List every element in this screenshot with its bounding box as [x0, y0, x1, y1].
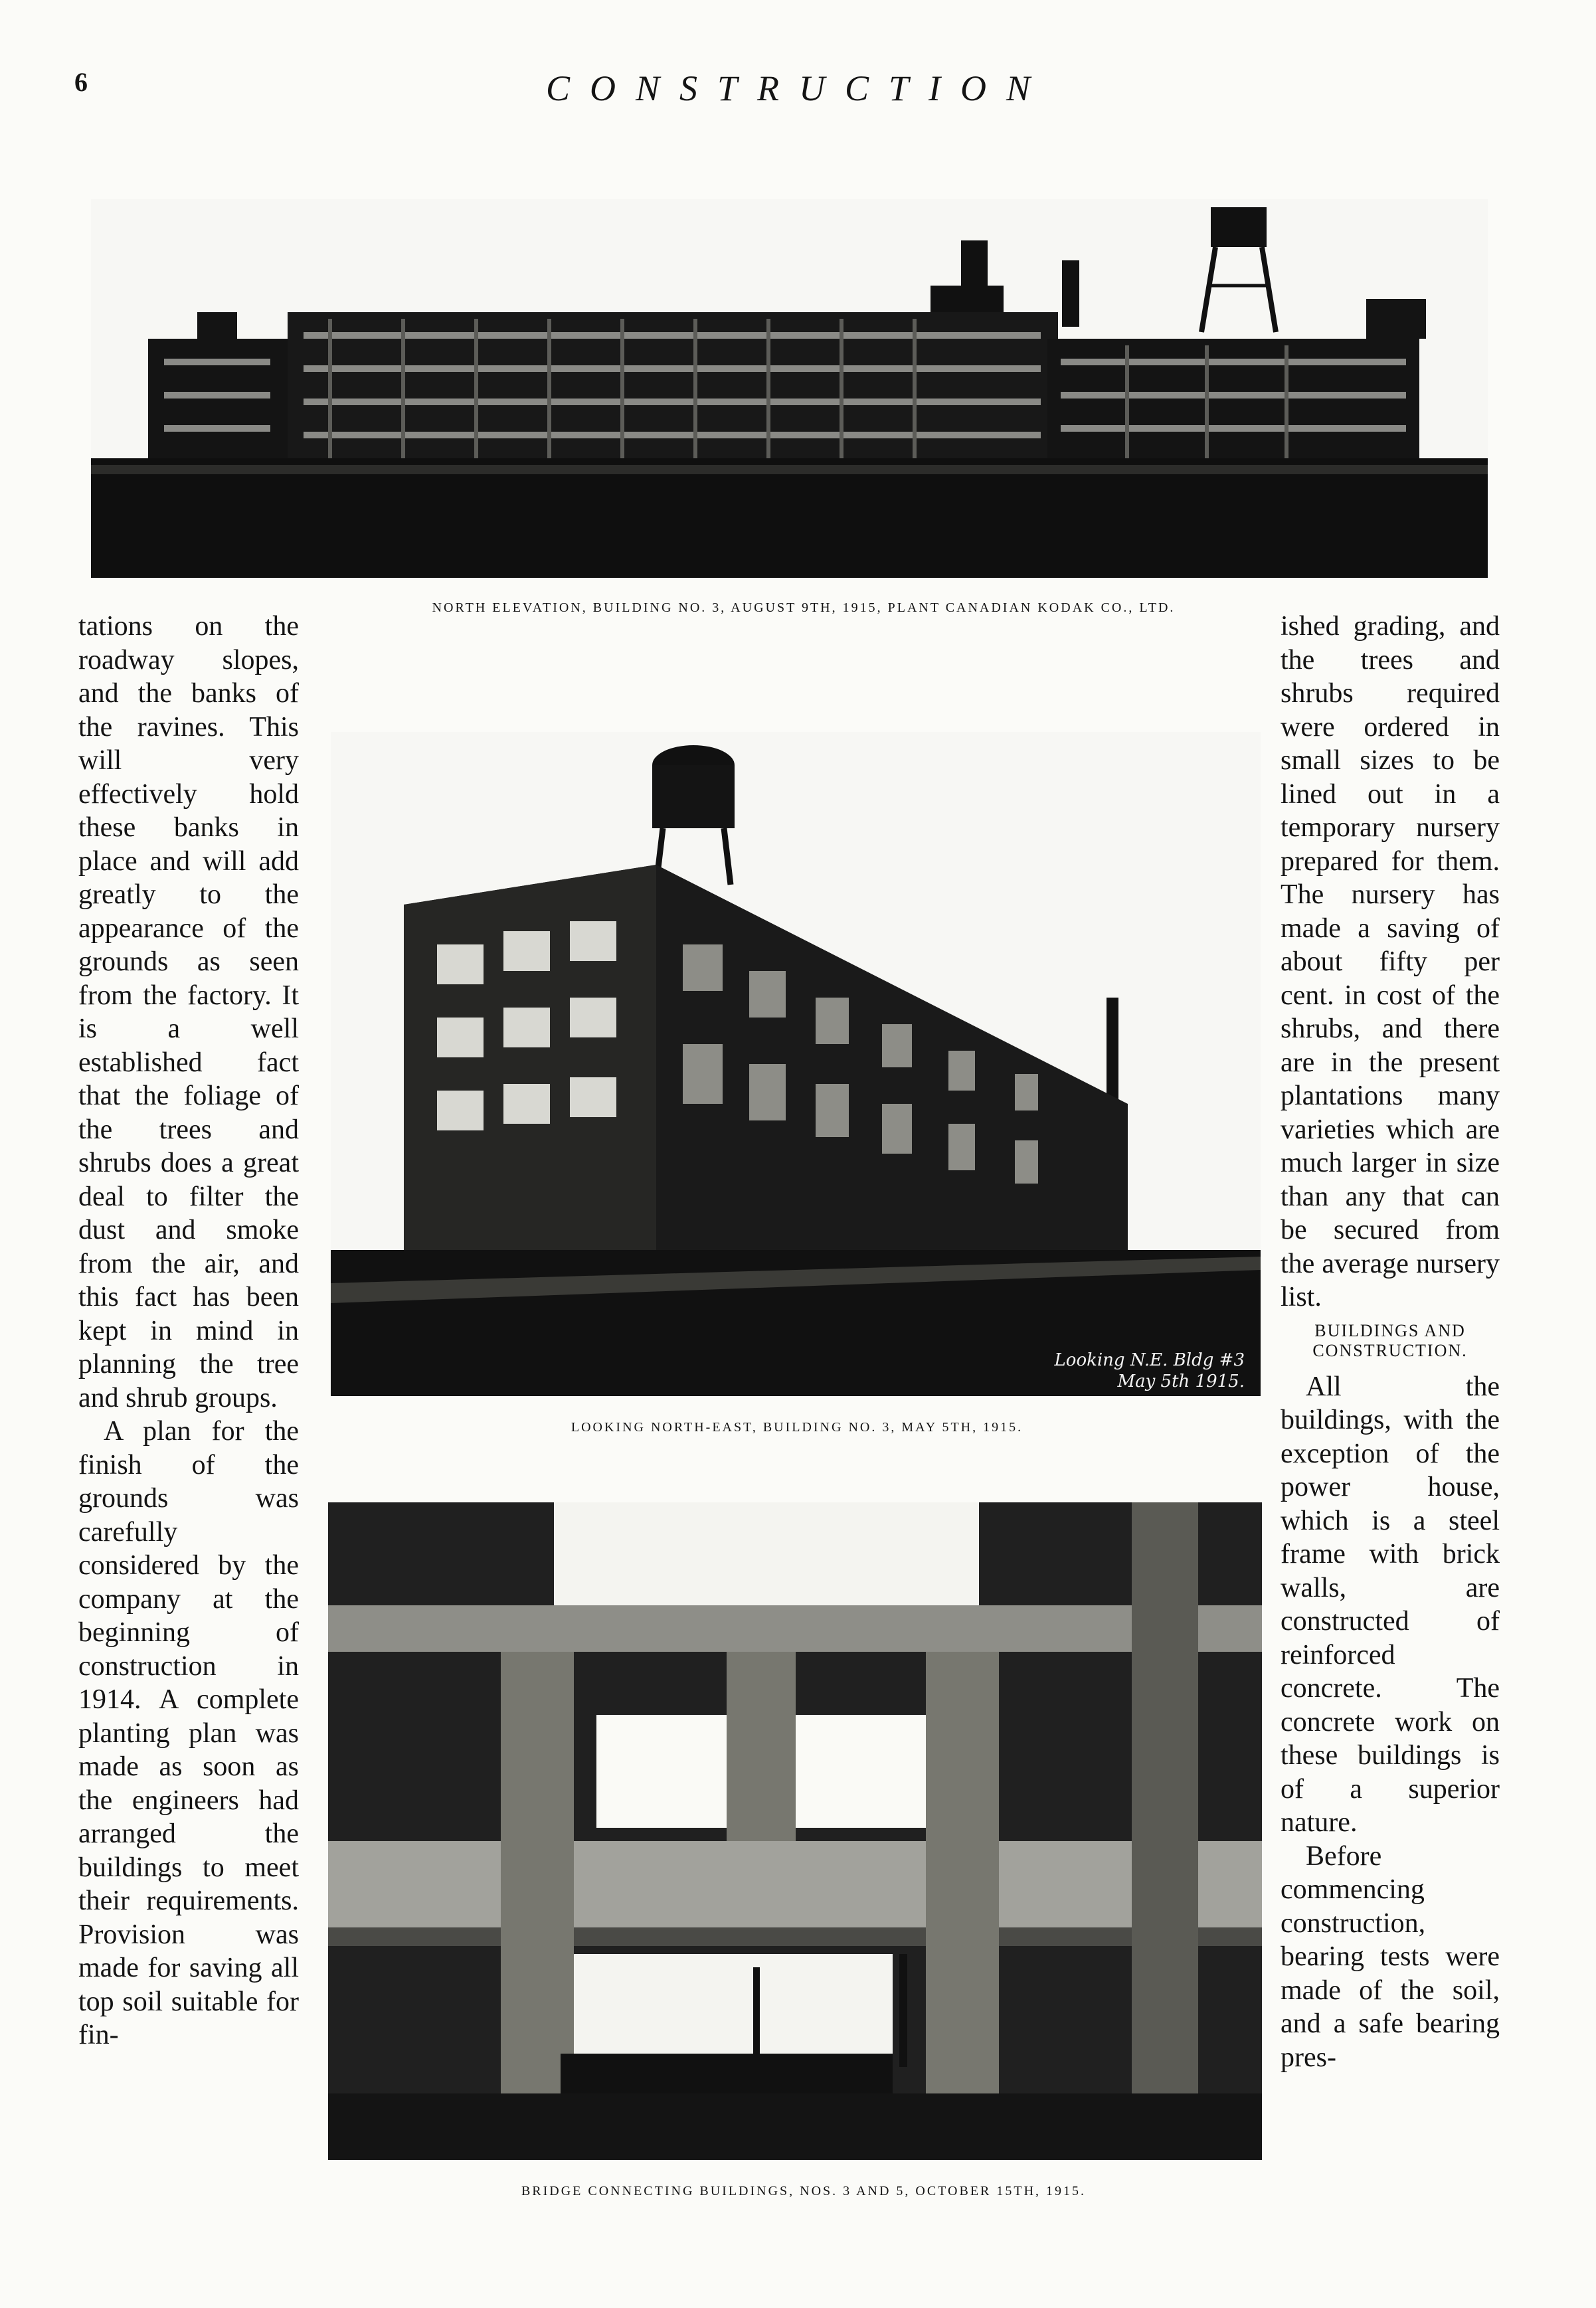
factory-silhouette-illustration [91, 199, 1488, 578]
left-paragraph-1: tations on the roadway slopes, and the banks of the ravines. This will very effectively hold these banks in place and will add greatly to the appearance of the grounds as seen from the factory. It is a well established fact that the foliage of the trees and shrubs does a great deal to filter the dust and smoke from the air, and this fact has been kept in mind in planning the tree and shrub groups. [78, 611, 299, 1413]
handwritten-note-line1: Looking N.E. Bldg #3 [1054, 1350, 1245, 1370]
right-text-column [1281, 610, 1500, 2074]
caption-bridge: BRIDGE CONNECTING BUILDINGS, NOS. 3 AND 5, OCTOBER 15TH, 1915. [521, 2184, 1087, 2198]
right-paragraph-2: All the buildings, with the exception of the power house, which is a steel frame with brick walls, are constructed of reinforced concrete. The concrete work on these buildings is of a superior nature. [1281, 1371, 1500, 1838]
handwritten-note-line2: May 5th 1915. [1117, 1372, 1245, 1391]
bridge-structure-illustration [328, 1502, 1262, 2160]
section-heading-line2: CONSTRUCTION. [1312, 1340, 1468, 1360]
caption-north-elevation: NORTH ELEVATION, BUILDING NO. 3, AUGUST 9TH, 1915, PLANT CANADIAN KODAK CO., LTD. [432, 600, 1176, 615]
photo-bridge-connecting-buildings [328, 1502, 1262, 2160]
left-text-column [78, 610, 299, 2052]
photo-looking-north-east [331, 732, 1261, 1396]
page-number: 6 [74, 67, 88, 97]
caption-looking-north-east: LOOKING NORTH-EAST, BUILDING NO. 3, MAY 5TH, 1915. [571, 1420, 1023, 1435]
running-head: CONSTRUCTION [545, 68, 1051, 108]
left-paragraph-2: A plan for the finish of the grounds was carefully considered by the company at the beginning of construction in 1914. A complete planting plan was made as soon as the engineers had arranged the buildings to meet their requirements. Provision was made for saving all top soil suitable for fin- [78, 1416, 299, 2050]
section-heading [1281, 1321, 1500, 1361]
photo-north-elevation [91, 199, 1488, 578]
right-paragraph-3: Before commencing construction, bearing tests were made of the soil, and a safe bearing pres- [1281, 1840, 1500, 2073]
section-heading-line1: BUILDINGS AND [1314, 1320, 1466, 1340]
handwritten-note [1006, 1350, 1245, 1392]
building-perspective-illustration [331, 732, 1261, 1396]
right-paragraph-1: ished grading, and the trees and shrubs required were ordered in small sizes to be lined out in a temporary nursery prepared for them. The nursery has made a saving of about fifty per cent. in cost of the shrubs, and there are in the present plantations many varieties which are much larger in size than any that can be secured from the average nursery list. [1281, 611, 1500, 1312]
